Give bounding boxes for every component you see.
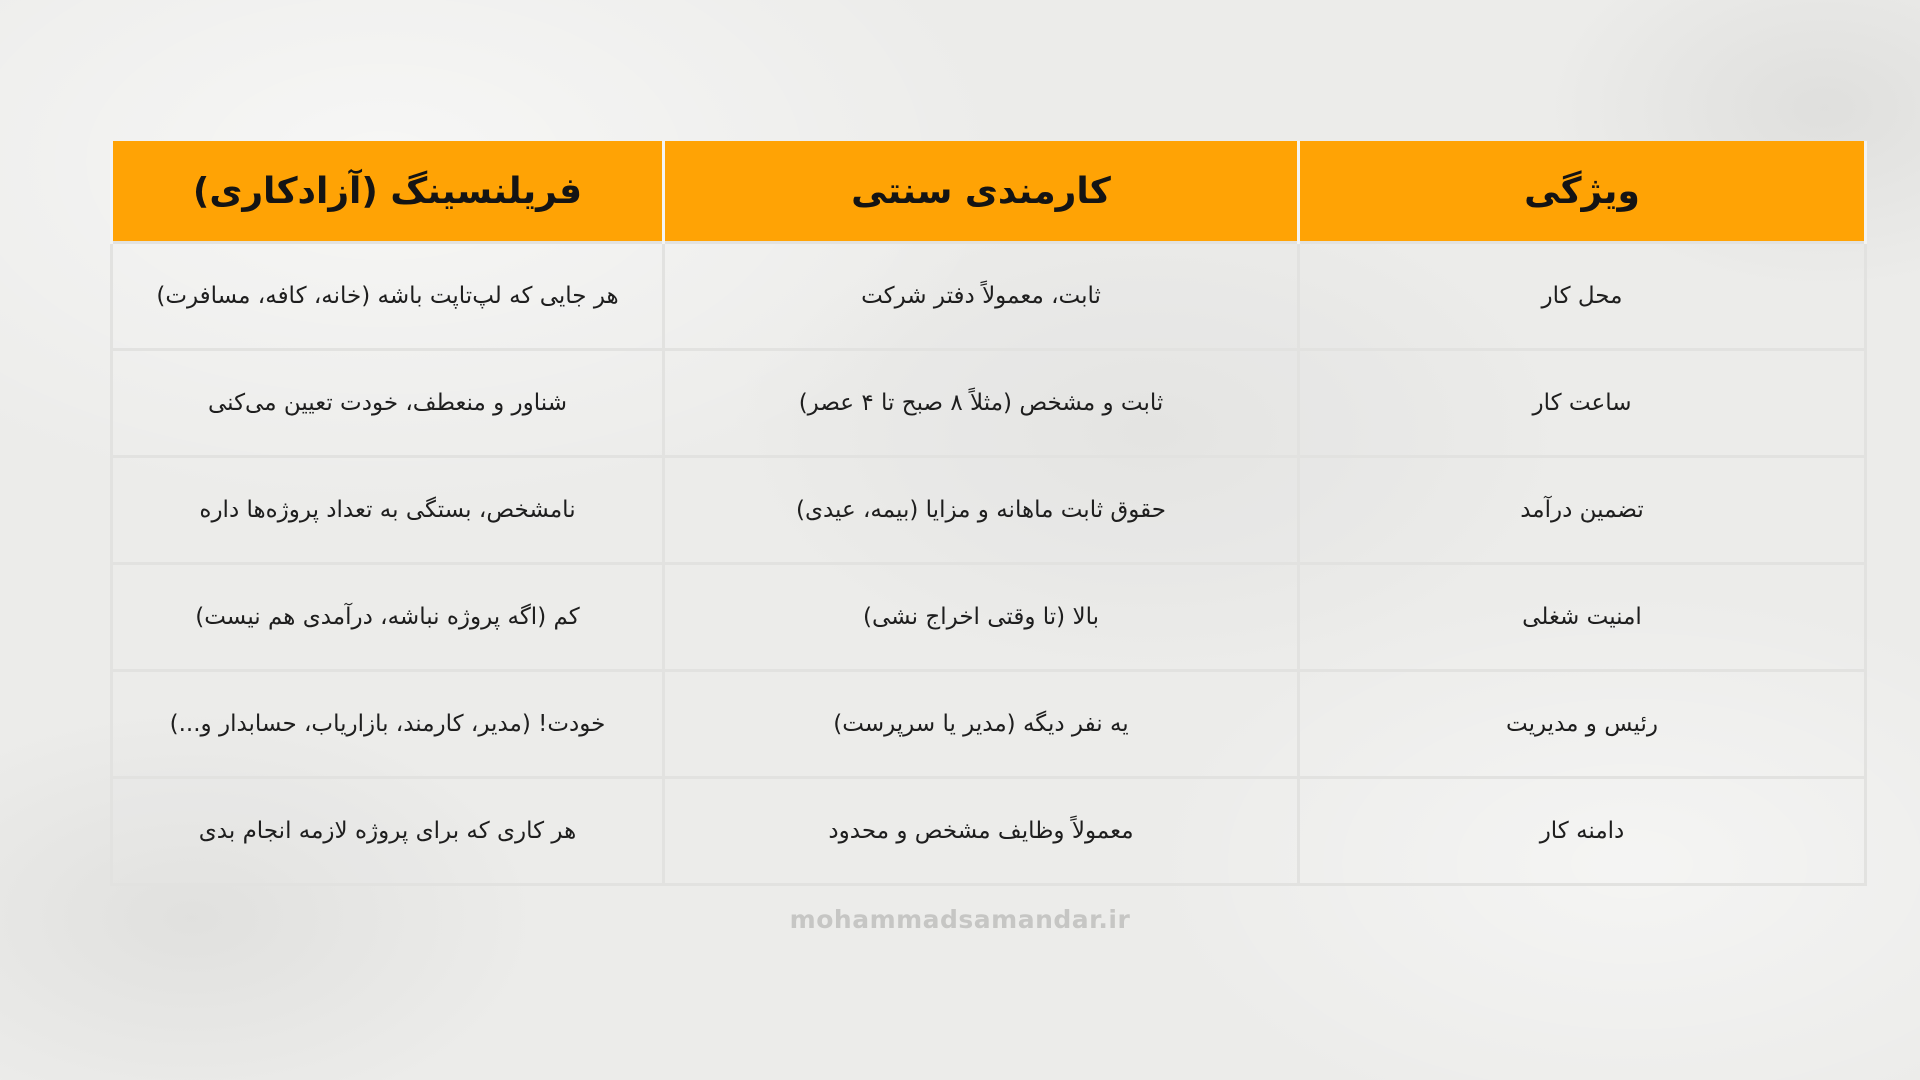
footer-website: mohammadsamandar.ir bbox=[789, 905, 1131, 934]
comparison-table-container bbox=[110, 141, 1864, 886]
header-feature: ویژگی bbox=[1299, 141, 1866, 243]
cell-feature: ساعت کار bbox=[1299, 350, 1866, 457]
header-freelancing: فریلنسینگ (آزادکاری) bbox=[112, 141, 664, 243]
header-traditional: کارمندی سنتی bbox=[664, 141, 1299, 243]
cell-traditional: حقوق ثابت ماهانه و مزایا (بیمه، عیدی) bbox=[664, 457, 1299, 564]
cell-freelancing: نامشخص، بستگی به تعداد پروژه‌ها داره bbox=[112, 457, 664, 564]
cell-freelancing: هر کاری که برای پروژه لازمه انجام بدی bbox=[112, 778, 664, 885]
table-row bbox=[112, 564, 1866, 671]
cell-traditional: معمولاً وظایف مشخص و محدود bbox=[664, 778, 1299, 885]
table-row bbox=[112, 457, 1866, 564]
cell-freelancing: هر جایی که لپ‌تاپت باشه (خانه، کافه، مسافرت) bbox=[112, 243, 664, 350]
cell-feature: محل کار bbox=[1299, 243, 1866, 350]
table-row bbox=[112, 243, 1866, 350]
header-row bbox=[112, 141, 1866, 243]
cell-freelancing: خودت! (مدیر، کارمند، بازاریاب، حسابدار و...) bbox=[112, 671, 664, 778]
cell-feature: دامنه کار bbox=[1299, 778, 1866, 885]
cell-feature: تضمین درآمد bbox=[1299, 457, 1866, 564]
cell-feature: رئیس و مدیریت bbox=[1299, 671, 1866, 778]
cell-traditional: ثابت، معمولاً دفتر شرکت bbox=[664, 243, 1299, 350]
table-row bbox=[112, 671, 1866, 778]
cell-feature: امنیت شغلی bbox=[1299, 564, 1866, 671]
comparison-table bbox=[110, 141, 1867, 886]
cell-traditional: ثابت و مشخص (مثلاً ۸ صبح تا ۴ عصر) bbox=[664, 350, 1299, 457]
cell-freelancing: کم (اگه پروژه نباشه، درآمدی هم نیست) bbox=[112, 564, 664, 671]
table-row bbox=[112, 778, 1866, 885]
table-row bbox=[112, 350, 1866, 457]
cell-freelancing: شناور و منعطف، خودت تعیین می‌کنی bbox=[112, 350, 664, 457]
cell-traditional: بالا (تا وقتی اخراج نشی) bbox=[664, 564, 1299, 671]
cell-traditional: یه نفر دیگه (مدیر یا سرپرست) bbox=[664, 671, 1299, 778]
